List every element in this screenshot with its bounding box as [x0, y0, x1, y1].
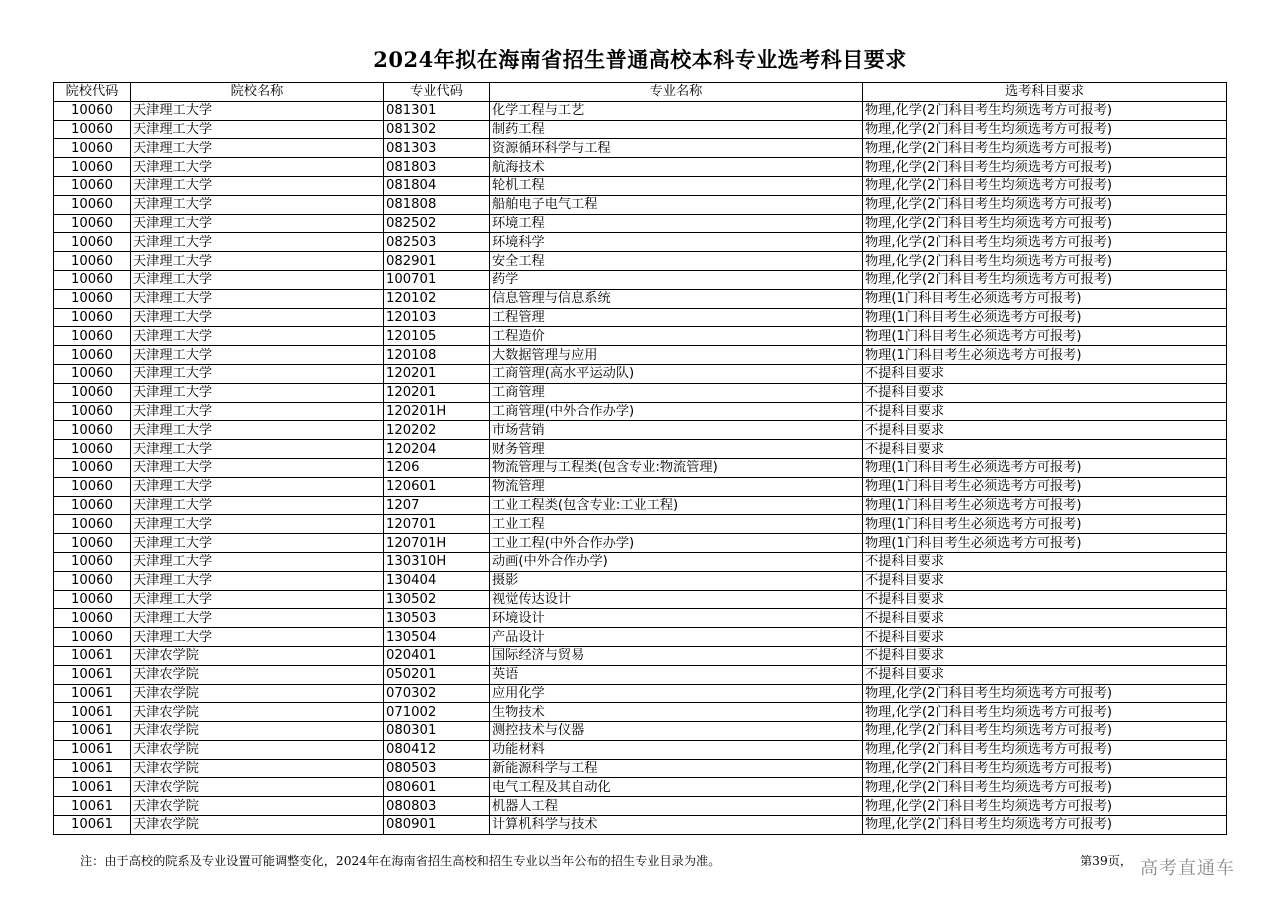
major-code-cell: 080803: [384, 797, 490, 816]
requirement-cell: 物理,化学(2门科目考生均须选考方可报考): [863, 176, 1227, 195]
table-row: [54, 327, 1227, 346]
major-name-cell: 轮机工程: [490, 176, 863, 195]
requirement-cell: 物理,化学(2门科目考生均须选考方可报考): [863, 214, 1227, 233]
major-code-cell: 1206: [384, 458, 490, 477]
school-name-cell: 天津理工大学: [131, 270, 384, 289]
major-code-cell: 120601: [384, 477, 490, 496]
major-code-cell: 120201: [384, 383, 490, 402]
school-code-cell: 10060: [54, 158, 131, 177]
requirement-cell: 物理,化学(2门科目考生均须选考方可报考): [863, 101, 1227, 120]
school-name-cell: 天津理工大学: [131, 139, 384, 158]
school-code-cell: 10060: [54, 346, 131, 365]
requirement-cell: 物理,化学(2门科目考生均须选考方可报考): [863, 703, 1227, 722]
requirement-cell: 不提科目要求: [863, 552, 1227, 571]
requirement-cell: 不提科目要求: [863, 646, 1227, 665]
table-row: [54, 797, 1227, 816]
requirement-cell: 物理(1门科目考生必须选考方可报考): [863, 458, 1227, 477]
school-name-cell: 天津理工大学: [131, 289, 384, 308]
requirement-cell: 物理(1门科目考生必须选考方可报考): [863, 496, 1227, 515]
school-code-cell: 10060: [54, 552, 131, 571]
major-code-cell: 080503: [384, 759, 490, 778]
table-row: [54, 289, 1227, 308]
major-code-cell: 081804: [384, 176, 490, 195]
school-name-cell: 天津农学院: [131, 759, 384, 778]
school-name-cell: 天津理工大学: [131, 458, 384, 477]
table-row: [54, 270, 1227, 289]
school-name-cell: 天津理工大学: [131, 327, 384, 346]
table-row: [54, 609, 1227, 628]
requirement-cell: 物理,化学(2门科目考生均须选考方可报考): [863, 816, 1227, 835]
school-code-cell: 10060: [54, 477, 131, 496]
requirement-cell: 物理(1门科目考生必须选考方可报考): [863, 534, 1227, 553]
major-name-cell: 测控技术与仪器: [490, 722, 863, 741]
major-code-cell: 070302: [384, 684, 490, 703]
school-code-cell: 10060: [54, 327, 131, 346]
school-name-cell: 天津农学院: [131, 816, 384, 835]
requirement-cell: 物理,化学(2门科目考生均须选考方可报考): [863, 233, 1227, 252]
major-code-cell: 130502: [384, 590, 490, 609]
school-name-cell: 天津理工大学: [131, 402, 384, 421]
school-code-cell: 10060: [54, 233, 131, 252]
table-row: [54, 759, 1227, 778]
table-row: [54, 646, 1227, 665]
major-name-cell: 市场营销: [490, 421, 863, 440]
table-row: [54, 176, 1227, 195]
school-code-cell: 10060: [54, 270, 131, 289]
school-name-cell: 天津农学院: [131, 684, 384, 703]
table-row: [54, 101, 1227, 120]
table-row: [54, 816, 1227, 835]
major-code-cell: 130504: [384, 628, 490, 647]
major-name-cell: 计算机科学与技术: [490, 816, 863, 835]
major-code-cell: 130310H: [384, 552, 490, 571]
major-code-cell: 120103: [384, 308, 490, 327]
school-code-cell: 10061: [54, 703, 131, 722]
major-code-cell: 082502: [384, 214, 490, 233]
school-code-cell: 10061: [54, 759, 131, 778]
school-code-cell: 10060: [54, 176, 131, 195]
school-code-cell: 10061: [54, 778, 131, 797]
header-subject-requirement: 选考科目要求: [863, 83, 1227, 102]
header-school-name: 院校名称: [131, 83, 384, 102]
school-name-cell: 天津理工大学: [131, 477, 384, 496]
school-code-cell: 10060: [54, 195, 131, 214]
school-name-cell: 天津农学院: [131, 646, 384, 665]
requirement-cell: 物理(1门科目考生必须选考方可报考): [863, 327, 1227, 346]
major-name-cell: 工商管理(中外合作办学): [490, 402, 863, 421]
school-name-cell: 天津理工大学: [131, 346, 384, 365]
table-row: [54, 120, 1227, 139]
school-name-cell: 天津理工大学: [131, 252, 384, 271]
school-code-cell: 10060: [54, 534, 131, 553]
major-code-cell: 080901: [384, 816, 490, 835]
school-name-cell: 天津理工大学: [131, 364, 384, 383]
requirement-cell: 不提科目要求: [863, 609, 1227, 628]
requirement-cell: 物理(1门科目考生必须选考方可报考): [863, 289, 1227, 308]
table-row: [54, 477, 1227, 496]
school-code-cell: 10060: [54, 421, 131, 440]
school-name-cell: 天津理工大学: [131, 233, 384, 252]
school-name-cell: 天津理工大学: [131, 609, 384, 628]
table-row: [54, 346, 1227, 365]
requirement-cell: 不提科目要求: [863, 665, 1227, 684]
requirement-cell: 不提科目要求: [863, 364, 1227, 383]
table-row: [54, 684, 1227, 703]
table-header-row: [54, 83, 1227, 102]
school-name-cell: 天津理工大学: [131, 308, 384, 327]
major-code-cell: 080412: [384, 740, 490, 759]
school-name-cell: 天津理工大学: [131, 628, 384, 647]
requirement-cell: 物理,化学(2门科目考生均须选考方可报考): [863, 270, 1227, 289]
school-code-cell: 10060: [54, 252, 131, 271]
school-code-cell: 10060: [54, 308, 131, 327]
requirements-table: [53, 82, 1227, 835]
major-name-cell: 工业工程: [490, 515, 863, 534]
requirement-cell: 不提科目要求: [863, 383, 1227, 402]
major-name-cell: 工程管理: [490, 308, 863, 327]
school-name-cell: 天津理工大学: [131, 214, 384, 233]
table-row: [54, 515, 1227, 534]
school-code-cell: 10060: [54, 496, 131, 515]
school-name-cell: 天津农学院: [131, 778, 384, 797]
school-code-cell: 10060: [54, 101, 131, 120]
table-row: [54, 195, 1227, 214]
requirement-cell: 物理(1门科目考生必须选考方可报考): [863, 308, 1227, 327]
school-code-cell: 10060: [54, 609, 131, 628]
major-code-cell: 1207: [384, 496, 490, 515]
school-name-cell: 天津理工大学: [131, 590, 384, 609]
table-row: [54, 214, 1227, 233]
major-code-cell: 130503: [384, 609, 490, 628]
requirement-cell: 物理,化学(2门科目考生均须选考方可报考): [863, 778, 1227, 797]
requirement-cell: 物理,化学(2门科目考生均须选考方可报考): [863, 740, 1227, 759]
school-name-cell: 天津理工大学: [131, 195, 384, 214]
major-name-cell: 工商管理(高水平运动队): [490, 364, 863, 383]
school-code-cell: 10060: [54, 383, 131, 402]
school-code-cell: 10061: [54, 740, 131, 759]
table-row: [54, 139, 1227, 158]
page-title: 2024年拟在海南省招生普通高校本科专业选考科目要求: [373, 47, 907, 72]
major-code-cell: 081808: [384, 195, 490, 214]
school-name-cell: 天津农学院: [131, 665, 384, 684]
major-code-cell: 071002: [384, 703, 490, 722]
major-name-cell: 工程造价: [490, 327, 863, 346]
header-school-code: 院校代码: [54, 83, 131, 102]
table-row: [54, 421, 1227, 440]
major-name-cell: 大数据管理与应用: [490, 346, 863, 365]
school-name-cell: 天津理工大学: [131, 496, 384, 515]
requirement-cell: 不提科目要求: [863, 402, 1227, 421]
school-name-cell: 天津理工大学: [131, 552, 384, 571]
major-name-cell: 产品设计: [490, 628, 863, 647]
major-code-cell: 020401: [384, 646, 490, 665]
school-code-cell: 10060: [54, 214, 131, 233]
requirement-cell: 不提科目要求: [863, 571, 1227, 590]
major-name-cell: 动画(中外合作办学): [490, 552, 863, 571]
requirement-cell: 物理,化学(2门科目考生均须选考方可报考): [863, 252, 1227, 271]
major-code-cell: 100701: [384, 270, 490, 289]
school-name-cell: 天津理工大学: [131, 571, 384, 590]
major-name-cell: 工商管理: [490, 383, 863, 402]
major-name-cell: 资源循环科学与工程: [490, 139, 863, 158]
school-code-cell: 10061: [54, 816, 131, 835]
major-name-cell: 物流管理与工程类(包含专业:物流管理): [490, 458, 863, 477]
major-name-cell: 摄影: [490, 571, 863, 590]
major-code-cell: 050201: [384, 665, 490, 684]
major-name-cell: 电气工程及其自动化: [490, 778, 863, 797]
requirement-cell: 物理,化学(2门科目考生均须选考方可报考): [863, 158, 1227, 177]
major-code-cell: 120105: [384, 327, 490, 346]
requirement-cell: 物理,化学(2门科目考生均须选考方可报考): [863, 195, 1227, 214]
major-name-cell: 环境设计: [490, 609, 863, 628]
major-name-cell: 工业工程类(包含专业:工业工程): [490, 496, 863, 515]
major-name-cell: 新能源科学与工程: [490, 759, 863, 778]
major-name-cell: 功能材料: [490, 740, 863, 759]
major-name-cell: 英语: [490, 665, 863, 684]
school-name-cell: 天津理工大学: [131, 534, 384, 553]
requirement-cell: 物理,化学(2门科目考生均须选考方可报考): [863, 797, 1227, 816]
school-code-cell: 10060: [54, 628, 131, 647]
major-code-cell: 080301: [384, 722, 490, 741]
school-name-cell: 天津农学院: [131, 703, 384, 722]
school-name-cell: 天津理工大学: [131, 421, 384, 440]
requirement-cell: 不提科目要求: [863, 440, 1227, 459]
table-row: [54, 703, 1227, 722]
school-name-cell: 天津理工大学: [131, 383, 384, 402]
major-name-cell: 化学工程与工艺: [490, 101, 863, 120]
table-row: [54, 252, 1227, 271]
major-code-cell: 130404: [384, 571, 490, 590]
school-name-cell: 天津农学院: [131, 797, 384, 816]
school-code-cell: 10061: [54, 665, 131, 684]
requirement-cell: 物理(1门科目考生必须选考方可报考): [863, 477, 1227, 496]
major-name-cell: 视觉传达设计: [490, 590, 863, 609]
major-code-cell: 120202: [384, 421, 490, 440]
major-code-cell: 120201: [384, 364, 490, 383]
school-code-cell: 10060: [54, 590, 131, 609]
major-code-cell: 120102: [384, 289, 490, 308]
requirement-cell: 物理,化学(2门科目考生均须选考方可报考): [863, 684, 1227, 703]
major-name-cell: 机器人工程: [490, 797, 863, 816]
table-row: [54, 458, 1227, 477]
major-name-cell: 安全工程: [490, 252, 863, 271]
table-row: [54, 158, 1227, 177]
table-row: [54, 571, 1227, 590]
school-name-cell: 天津理工大学: [131, 158, 384, 177]
requirement-cell: 物理,化学(2门科目考生均须选考方可报考): [863, 139, 1227, 158]
major-code-cell: 081303: [384, 139, 490, 158]
school-code-cell: 10060: [54, 458, 131, 477]
school-name-cell: 天津理工大学: [131, 515, 384, 534]
table-row: [54, 364, 1227, 383]
header-major-code: 专业代码: [384, 83, 490, 102]
requirement-cell: 物理,化学(2门科目考生均须选考方可报考): [863, 722, 1227, 741]
major-code-cell: 120701: [384, 515, 490, 534]
major-code-cell: 081302: [384, 120, 490, 139]
requirement-cell: 物理(1门科目考生必须选考方可报考): [863, 346, 1227, 365]
major-name-cell: 应用化学: [490, 684, 863, 703]
requirement-cell: 不提科目要求: [863, 628, 1227, 647]
major-name-cell: 环境科学: [490, 233, 863, 252]
major-code-cell: 082901: [384, 252, 490, 271]
major-code-cell: 081301: [384, 101, 490, 120]
major-code-cell: 120701H: [384, 534, 490, 553]
school-name-cell: 天津理工大学: [131, 120, 384, 139]
school-code-cell: 10060: [54, 364, 131, 383]
school-code-cell: 10060: [54, 440, 131, 459]
table-row: [54, 496, 1227, 515]
page-number: 第39页，: [1080, 854, 1133, 868]
school-name-cell: 天津理工大学: [131, 101, 384, 120]
school-code-cell: 10060: [54, 120, 131, 139]
major-name-cell: 航海技术: [490, 158, 863, 177]
table-row: [54, 534, 1227, 553]
table-row: [54, 383, 1227, 402]
major-name-cell: 船舶电子电气工程: [490, 195, 863, 214]
table-body: [54, 101, 1227, 834]
requirement-cell: 不提科目要求: [863, 421, 1227, 440]
table-row: [54, 778, 1227, 797]
major-name-cell: 信息管理与信息系统: [490, 289, 863, 308]
school-code-cell: 10061: [54, 684, 131, 703]
school-name-cell: 天津理工大学: [131, 440, 384, 459]
school-code-cell: 10060: [54, 139, 131, 158]
major-name-cell: 药学: [490, 270, 863, 289]
school-name-cell: 天津农学院: [131, 722, 384, 741]
footnote: 注：由于高校的院系及专业设置可能调整变化，2024年在海南省招生高校和招生专业以当年公布的招生专业目录为准。: [80, 854, 721, 868]
major-name-cell: 国际经济与贸易: [490, 646, 863, 665]
major-code-cell: 120204: [384, 440, 490, 459]
major-name-cell: 物流管理: [490, 477, 863, 496]
table-row: [54, 308, 1227, 327]
major-code-cell: 120108: [384, 346, 490, 365]
table-row: [54, 233, 1227, 252]
table-row: [54, 740, 1227, 759]
school-code-cell: 10060: [54, 571, 131, 590]
major-name-cell: 财务管理: [490, 440, 863, 459]
school-name-cell: 天津理工大学: [131, 176, 384, 195]
school-code-cell: 10061: [54, 646, 131, 665]
table-row: [54, 552, 1227, 571]
major-name-cell: 工业工程(中外合作办学): [490, 534, 863, 553]
school-code-cell: 10061: [54, 797, 131, 816]
watermark: 高考直通车: [1140, 858, 1235, 879]
requirement-cell: 物理(1门科目考生必须选考方可报考): [863, 515, 1227, 534]
major-code-cell: 081803: [384, 158, 490, 177]
school-code-cell: 10060: [54, 515, 131, 534]
table-row: [54, 590, 1227, 609]
requirement-cell: 物理,化学(2门科目考生均须选考方可报考): [863, 120, 1227, 139]
table-row: [54, 665, 1227, 684]
school-code-cell: 10061: [54, 722, 131, 741]
header-major-name: 专业名称: [490, 83, 863, 102]
major-code-cell: 082503: [384, 233, 490, 252]
major-name-cell: 生物技术: [490, 703, 863, 722]
table-row: [54, 440, 1227, 459]
requirement-cell: 物理,化学(2门科目考生均须选考方可报考): [863, 759, 1227, 778]
table-row: [54, 402, 1227, 421]
major-code-cell: 120201H: [384, 402, 490, 421]
school-code-cell: 10060: [54, 402, 131, 421]
major-code-cell: 080601: [384, 778, 490, 797]
major-name-cell: 制药工程: [490, 120, 863, 139]
table-row: [54, 722, 1227, 741]
table-row: [54, 628, 1227, 647]
major-name-cell: 环境工程: [490, 214, 863, 233]
school-code-cell: 10060: [54, 289, 131, 308]
school-name-cell: 天津农学院: [131, 740, 384, 759]
requirement-cell: 不提科目要求: [863, 590, 1227, 609]
